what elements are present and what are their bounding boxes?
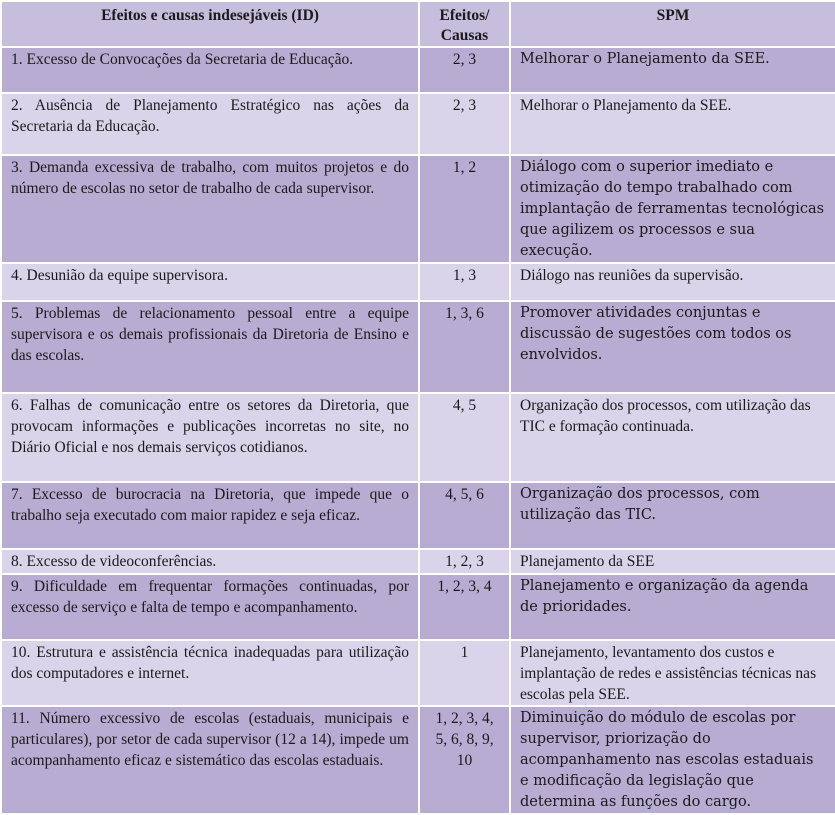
cell-id: 4. Desunião da equipe supervisora.	[1, 263, 419, 301]
cell-id: 2. Ausência de Planejamento Estratégico nas ações da Secretaria da Educação.	[1, 93, 419, 155]
table-row	[1, 393, 835, 482]
cell-effects: 1, 2	[419, 155, 510, 263]
cell-effects: 1, 2, 3	[419, 549, 510, 574]
table-row	[1, 706, 835, 814]
cell-spm: Diálogo nas reuniões da supervisão.	[510, 263, 835, 301]
cell-effects: 1	[419, 640, 510, 706]
cell-id: 7. Excesso de burocracia na Diretoria, que impede que o trabalho seja executado com maior rapidez e seja eficaz.	[1, 482, 419, 549]
table-row	[1, 549, 835, 574]
cell-effects: 4, 5, 6	[419, 482, 510, 549]
cell-spm: Melhorar o Planejamento da SEE.	[510, 93, 835, 155]
cell-id: 9. Dificuldade em frequentar formações continuadas, por excesso de serviço e falta de tempo e acompanhamento.	[1, 574, 419, 640]
cell-effects: 4, 5	[419, 393, 510, 482]
cell-effects: 2, 3	[419, 47, 510, 93]
cell-spm: Organização dos processos, com utilização das TIC e formação continuada.	[510, 393, 835, 482]
cell-effects: 1, 2, 3, 4, 5, 6, 8, 9, 10	[419, 706, 510, 814]
cell-spm: Planejamento da SEE	[510, 549, 835, 574]
cell-id: 10. Estrutura e assistência técnica inadequadas para utilização dos computadores e internet.	[1, 640, 419, 706]
table-row	[1, 482, 835, 549]
table-row	[1, 47, 835, 93]
header-effects	[419, 1, 510, 47]
cell-spm: Planejamento e organização da agenda de prioridades.	[510, 574, 835, 640]
table-row	[1, 263, 835, 301]
cell-effects: 1, 3, 6	[419, 301, 510, 393]
cell-id: 8. Excesso de videoconferências.	[1, 549, 419, 574]
cell-spm: Diálogo com o superior imediato e otimização do tempo trabalhado com implantação de ferramentas tecnológicas que agilizem os processos e sua execução.	[510, 155, 835, 263]
header-effects-line1: Efeitos/	[439, 7, 490, 24]
table-row	[1, 574, 835, 640]
cell-effects: 2, 3	[419, 93, 510, 155]
cell-spm: Organização dos processos, com utilização das TIC.	[510, 482, 835, 549]
table-row	[1, 155, 835, 263]
cell-id: 11. Número excessivo de escolas (estaduais, municipais e particulares), por setor de cada supervisor (12 a 14), impede um acompanhamento eficaz e sistemático das escolas estaduais.	[1, 706, 419, 814]
cell-id: 6. Falhas de comunicação entre os setores da Diretoria, que provocam informações e publicações incorretas no site, no Diário Oficial e nos demais serviços cotidianos.	[1, 393, 419, 482]
cell-spm: Melhorar o Planejamento da SEE.	[510, 47, 835, 93]
cell-spm: Promover atividades conjuntas e discussão de sugestões com todos os envolvidos.	[510, 301, 835, 393]
cell-effects: 1, 2, 3, 4	[419, 574, 510, 640]
header-spm: SPM	[510, 1, 835, 47]
cell-spm: Planejamento, levantamento dos custos e implantação de redes e assistências técnicas nas escolas pela SEE.	[510, 640, 835, 706]
header-effects-line2: Causas	[440, 27, 489, 44]
cell-effects: 1, 3	[419, 263, 510, 301]
cell-id: 3. Demanda excessiva de trabalho, com muitos projetos e do número de escolas no setor de trabalho de cada supervisor.	[1, 155, 419, 263]
cell-spm: Diminuição do módulo de escolas por supervisor, priorização do acompanhamento nas escolas estaduais e modificação da legislação que determina as funções do cargo.	[510, 706, 835, 814]
table-row	[1, 640, 835, 706]
cell-id: 1. Excesso de Convocações da Secretaria de Educação.	[1, 47, 419, 93]
table-row	[1, 301, 835, 393]
header-row	[1, 1, 835, 47]
cell-id: 5. Problemas de relacionamento pessoal entre a equipe supervisora e os demais profissionais da Diretoria de Ensino e das escolas.	[1, 301, 419, 393]
header-id: Efeitos e causas indesejáveis (ID)	[1, 1, 419, 47]
table-row	[1, 93, 835, 155]
